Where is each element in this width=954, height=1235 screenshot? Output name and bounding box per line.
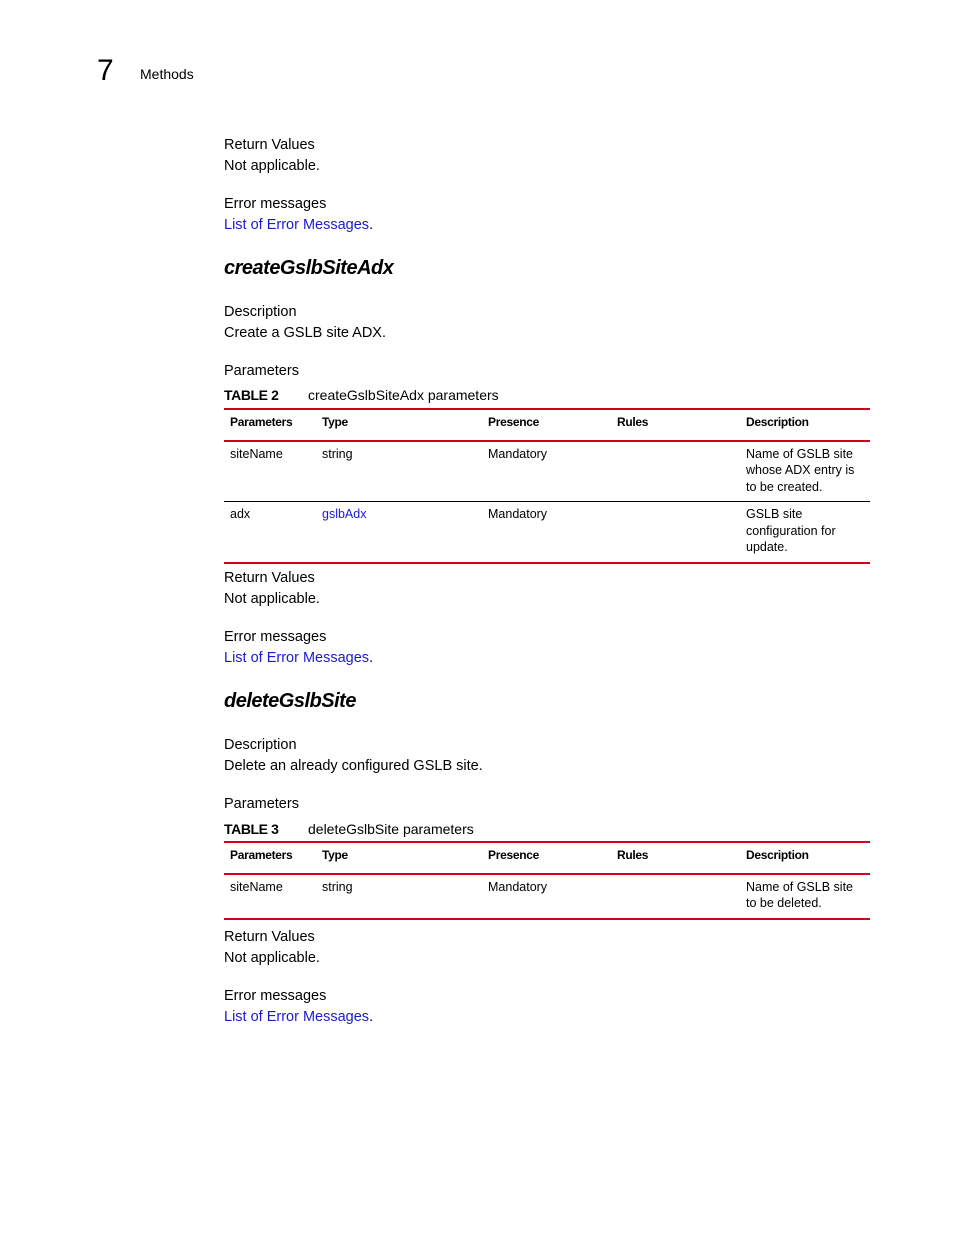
presence-cell: Mandatory [482, 874, 611, 919]
description-cell: Name of GSLB site to be deleted. [740, 874, 870, 919]
error-messages-heading: Error messages [224, 988, 327, 1004]
return-values-heading: Return Values [224, 137, 315, 153]
error-messages-link[interactable]: List of Error Messages [224, 650, 370, 666]
link-suffix: . [369, 1009, 374, 1025]
type-cell: string [316, 874, 482, 919]
column-header: Rules [611, 409, 740, 441]
return-values-heading: Return Values [224, 929, 315, 945]
return-values-text: Not applicable. [224, 158, 320, 174]
description-cell: Name of GSLB site whose ADX entry is to be created. [740, 441, 870, 502]
type-cell [316, 502, 482, 563]
type-link[interactable]: gslbAdx [322, 507, 367, 521]
chapter-title: Methods [140, 66, 194, 82]
column-header: Parameters [224, 842, 316, 874]
description-heading: Description [224, 737, 297, 753]
description-text: Create a GSLB site ADX. [224, 325, 386, 341]
table-header-row [224, 842, 870, 874]
table-caption [224, 820, 474, 838]
param-cell: siteName [224, 441, 316, 502]
rules-cell [611, 502, 740, 563]
description-text: Delete an already configured GSLB site. [224, 758, 483, 774]
description-cell: GSLB site configuration for update. [740, 502, 870, 563]
table-caption-text: createGslbSiteAdx parameters [308, 387, 499, 403]
column-header: Presence [482, 409, 611, 441]
return-values-heading: Return Values [224, 570, 315, 586]
column-header: Type [316, 842, 482, 874]
parameters-heading: Parameters [224, 796, 299, 812]
table-caption-text: deleteGslbSite parameters [308, 821, 474, 837]
delete-params-table [224, 841, 870, 920]
table-label: TABLE 2 [224, 387, 279, 403]
error-messages-link[interactable]: List of Error Messages [224, 1009, 370, 1025]
column-header: Rules [611, 842, 740, 874]
param-cell: siteName [224, 874, 316, 919]
error-messages-line [224, 1008, 373, 1026]
error-messages-heading: Error messages [224, 629, 327, 645]
presence-cell: Mandatory [482, 441, 611, 502]
column-header: Parameters [224, 409, 316, 441]
table-row [224, 502, 870, 563]
param-cell: adx [224, 502, 316, 563]
error-messages-line [224, 649, 373, 667]
rules-cell [611, 874, 740, 919]
error-messages-line [224, 216, 373, 234]
method-title-create: createGslbSiteAdx [224, 257, 394, 279]
table-caption [224, 386, 499, 404]
chapter-number: 7 [97, 54, 114, 87]
rules-cell [611, 441, 740, 502]
create-params-table [224, 408, 870, 564]
description-heading: Description [224, 304, 297, 320]
table-header-row [224, 409, 870, 441]
table-row [224, 874, 870, 919]
return-values-text: Not applicable. [224, 591, 320, 607]
link-suffix: . [369, 217, 374, 233]
error-messages-heading: Error messages [224, 196, 327, 212]
column-header: Type [316, 409, 482, 441]
parameters-heading: Parameters [224, 363, 299, 379]
table-row [224, 441, 870, 502]
method-title-delete: deleteGslbSite [224, 690, 356, 712]
link-suffix: . [369, 650, 374, 666]
return-values-text: Not applicable. [224, 950, 320, 966]
column-header: Description [740, 842, 870, 874]
column-header: Presence [482, 842, 611, 874]
error-messages-link[interactable]: List of Error Messages [224, 217, 370, 233]
presence-cell: Mandatory [482, 502, 611, 563]
type-cell: string [316, 441, 482, 502]
table-label: TABLE 3 [224, 821, 279, 837]
column-header: Description [740, 409, 870, 441]
